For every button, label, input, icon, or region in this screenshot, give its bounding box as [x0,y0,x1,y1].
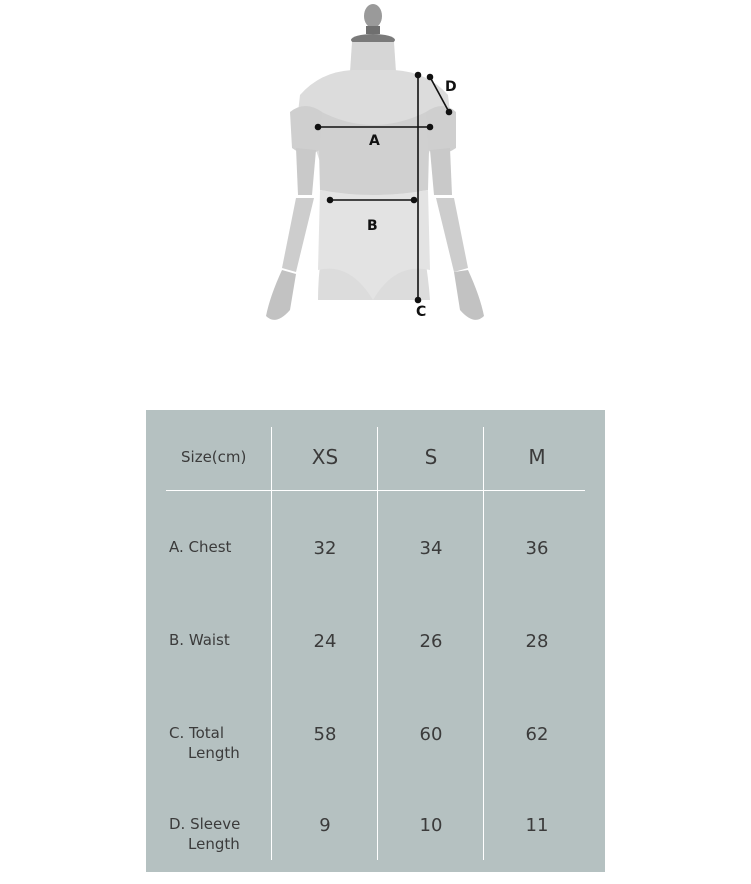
row-label-line2: Length [188,744,240,762]
header-size-xs: XS [311,445,339,469]
row-label-line1: A. Chest [169,538,232,556]
table-cell: 62 [525,724,549,745]
size-chart-table [146,410,605,872]
table-cell: 60 [419,724,443,745]
header-size-s: S [424,445,438,469]
table-cell: 34 [419,538,443,559]
row-label-line1: D. Sleeve [169,815,241,833]
table-cell: 58 [313,724,337,745]
row-label-line1: C. Total [169,724,225,742]
row-label-line1: B. Waist [169,631,230,649]
header-label: Size(cm) [181,448,247,466]
table-cell: 32 [313,538,337,559]
table-row-label [169,630,230,650]
table-cell: 11 [525,815,549,836]
label-c: C [416,304,427,320]
row-label-line2: Length [188,835,240,853]
label-d: D [445,79,457,95]
measurement-figure [0,0,751,340]
mannequin-illustration [0,0,751,340]
table-cell: 10 [419,815,443,836]
label-b: B [367,218,378,234]
table-cell: 26 [419,631,443,652]
header-size-m: M [528,445,546,469]
table-row-label [169,537,231,557]
table-cell: 28 [525,631,549,652]
table-row-label [169,814,240,854]
table-row-label [169,723,240,763]
table-cell: 9 [319,815,331,836]
table-cell: 36 [525,538,549,559]
header-divider [166,490,585,491]
table-cell: 24 [313,631,337,652]
label-a: A [369,133,380,149]
